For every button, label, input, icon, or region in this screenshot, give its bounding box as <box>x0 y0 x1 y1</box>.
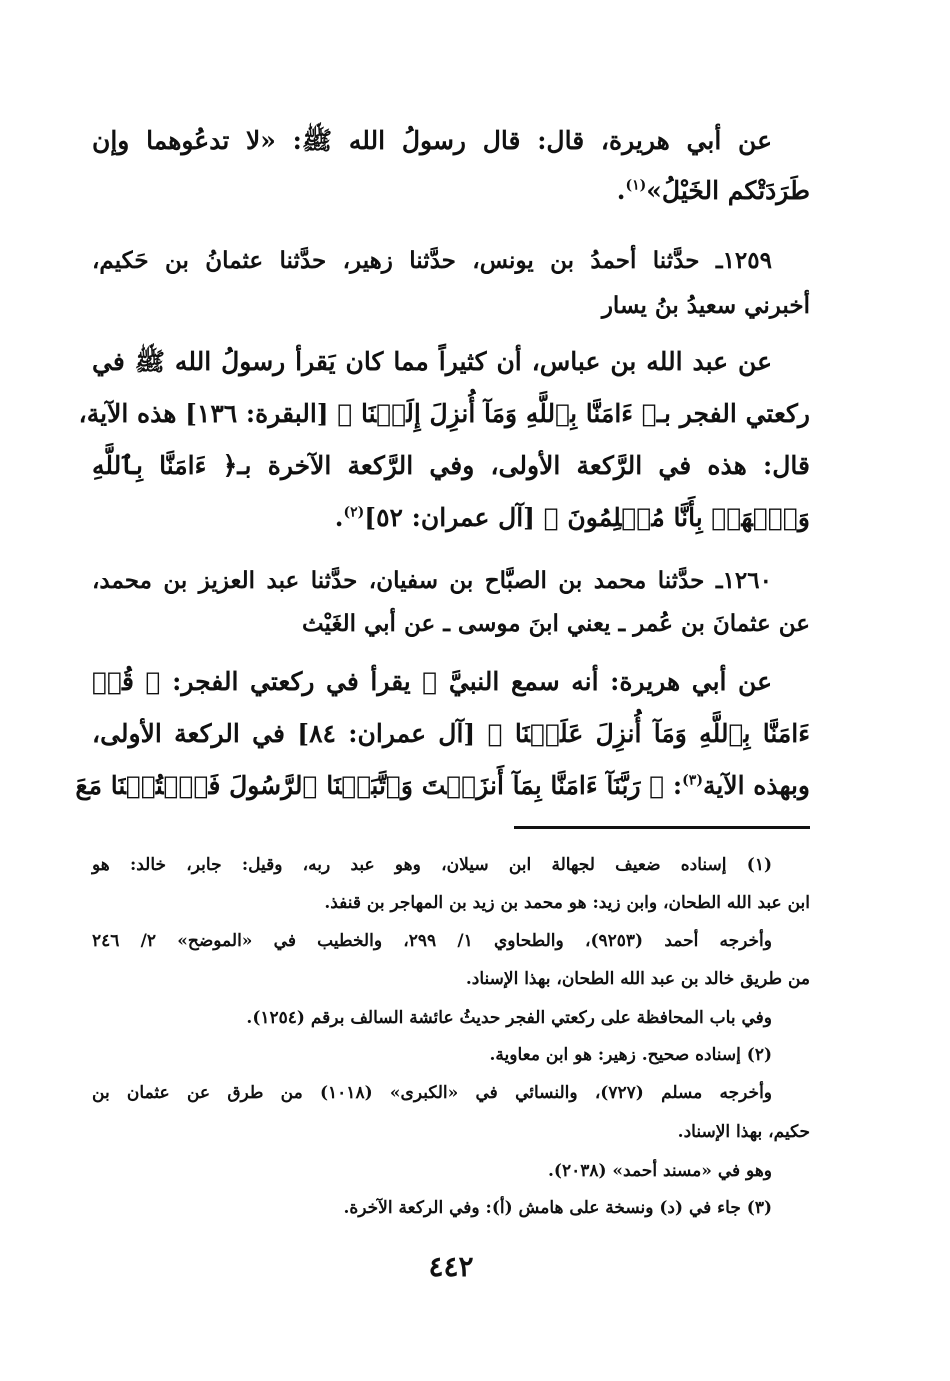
footnote-line <box>92 1040 810 1072</box>
body-line <box>75 766 810 810</box>
footnote-text: (٢) إسناده صحيح. زهير: هو ابن معاوية. <box>489 1045 772 1065</box>
body-text: وبهذه الآية <box>702 771 810 800</box>
footnote-line <box>92 1078 810 1110</box>
footnote-text: من طريق خالد بن عبد الله الطحان، بهذا الإسناد. <box>465 969 810 989</box>
footnote-text: حكيم، بهذا الإسناد. <box>677 1122 810 1142</box>
body-text: : ﴿ رَبَّنَآ ءَامَنَّا بِمَآ أَنزَلۡتَ وَٱتَّبَعۡنَا ٱلرَّسُولَ فَٱكۡتُبۡنَا مَعَ <box>75 771 683 800</box>
footnote-ref: (٢) <box>343 504 365 521</box>
body-text: قال: هذه في الرَّكعة الأولى، وفي الرَّكعة الآخرة بـ﴿ ءَامَنَّا بِٱللَّهِ <box>92 451 810 480</box>
body-line <box>92 446 810 490</box>
body-text: . <box>334 503 344 532</box>
isnad-text: ١٢٦٠ـ حدَّثنا محمد بن الصبَّاح بن سفيان، حدَّثنا عبد العزيز بن محمد، <box>92 567 772 594</box>
footnote-ref: (٣) <box>682 772 703 789</box>
isnad-line <box>92 288 810 328</box>
footnote-line <box>92 926 810 958</box>
body-text: ركعتي الفجر بـ﴿ ءَامَنَّا بِٱللَّهِ وَمَآ أُنزِلَ إِلَيۡنَا ﴾ [البقرة: ١٣٦] هذه الآية، <box>78 399 810 428</box>
footnote-text: وأخرجه أحمد (٩٢٥٣)، والطحاوي ١/ ٢٩٩، والخطيب في «الموضح» ٢/ ٢٤٦ <box>92 931 772 951</box>
body-text: وَٱشۡهَدۡ بِأَنَّا مُسۡلِمُونَ ﴾ [آل عمران: ٥٢] <box>364 503 810 532</box>
footnote-line <box>92 850 810 882</box>
page-number: ٤٤٢ <box>428 1250 474 1283</box>
body-text: عن عبد الله بن عباس، أن كثيراً مما كان يَقرأ رسولُ الله ﷺ في <box>92 347 772 376</box>
isnad-text: أخبرني سعيدُ بنُ يسار <box>601 292 810 319</box>
footnote-text: (١) إسناده ضعيف لجهالة ابن سيلان، وهو عبد ربه، وقيل: جابر، خالد: هو <box>92 855 772 875</box>
body-line <box>78 394 810 438</box>
body-line <box>92 342 810 386</box>
footnote-line <box>92 1117 810 1149</box>
footnote-line <box>92 1156 810 1188</box>
footnote-line <box>92 964 810 996</box>
footnote-line <box>92 888 810 920</box>
footnote-text: وهو في «مسند أحمد» (٢٠٣٨). <box>547 1161 772 1181</box>
body-line <box>92 714 810 758</box>
footnote-line <box>92 1193 810 1225</box>
body-line <box>92 498 810 542</box>
footnote-text: وفي باب المحافظة على ركعتي الفجر حديثُ عائشة السالف برقم (١٢٥٤). <box>246 1008 772 1028</box>
body-line <box>92 121 810 165</box>
footnote-separator <box>514 826 810 829</box>
footnote-line <box>92 1003 810 1035</box>
isnad-line <box>92 606 810 646</box>
body-line <box>92 171 810 215</box>
body-text: طَرَدَتْكم الخَيْلُ» <box>646 176 810 205</box>
isnad-line <box>92 243 810 283</box>
isnad-text: عن عثمانَ بن عُمر ـ يعني ابنَ موسى ـ عن أبي الغَيْث <box>301 610 810 637</box>
body-line <box>92 662 810 706</box>
isnad-text: ١٢٥٩ـ حدَّثنا أحمدُ بن يونس، حدَّثنا زهير، حدَّثنا عثمانُ بن حَكيم، <box>92 247 772 274</box>
footnote-text: وأخرجه مسلم (٧٢٧)، والنسائي في «الكبرى» (١٠١٨) من طرق عن عثمان بن <box>92 1083 772 1103</box>
body-text: . <box>616 176 626 205</box>
body-text: عن أبي هريرة، قال: قال رسولُ الله ﷺ: «لا تدعُوهما وإن <box>92 126 772 155</box>
footnote-ref: (١) <box>625 177 647 194</box>
body-text: ءَامَنَّا بِٱللَّهِ وَمَآ أُنزِلَ عَلَيۡنَا ﴾ [آل عمران: ٨٤] في الركعة الأولى، <box>92 719 810 748</box>
isnad-line <box>92 563 810 603</box>
body-text: عن أبي هريرة: أنه سمع النبيَّ ﷺ يقرأ في ركعتي الفجر: ﴿ قُلۡ <box>92 667 772 696</box>
footnote-text: ابن عبد الله الطحان، وابن زيد: هو محمد بن زيد بن المهاجر بن قنفذ. <box>324 893 810 913</box>
footnote-text: (٣) جاء في (د) ونسخة على هامش (أ): وفي الركعة الآخرة. <box>343 1198 772 1218</box>
